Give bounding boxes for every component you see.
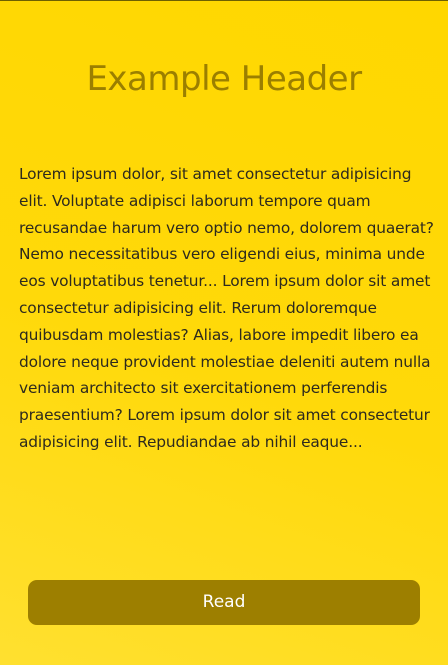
card-header: Example Header (86, 59, 362, 99)
card-body-text: Lorem ipsum dolor, sit amet consectetur adipisicing elit. Voluptate adipisci laborum tempore quam recusandae harum vero optio nemo, dolorem quaerat? Nemo necessitatibus vero eligendi eius, minima unde eos voluptatibus tenetur... Lorem ipsum dolor sit amet consectetur adipisicing elit. Rerum doloremque quibusdam molestias? Alias, labore impedit libero ea dolore neque provident molestiae deleniti autem nulla veniam architecto sit exercitationem perferendis praesentium? Lorem ipsum dolor sit amet consectetur adipisicing elit. Repudiandae ab nihil eaque... (19, 165, 434, 451)
read-button[interactable]: Read (28, 580, 420, 625)
